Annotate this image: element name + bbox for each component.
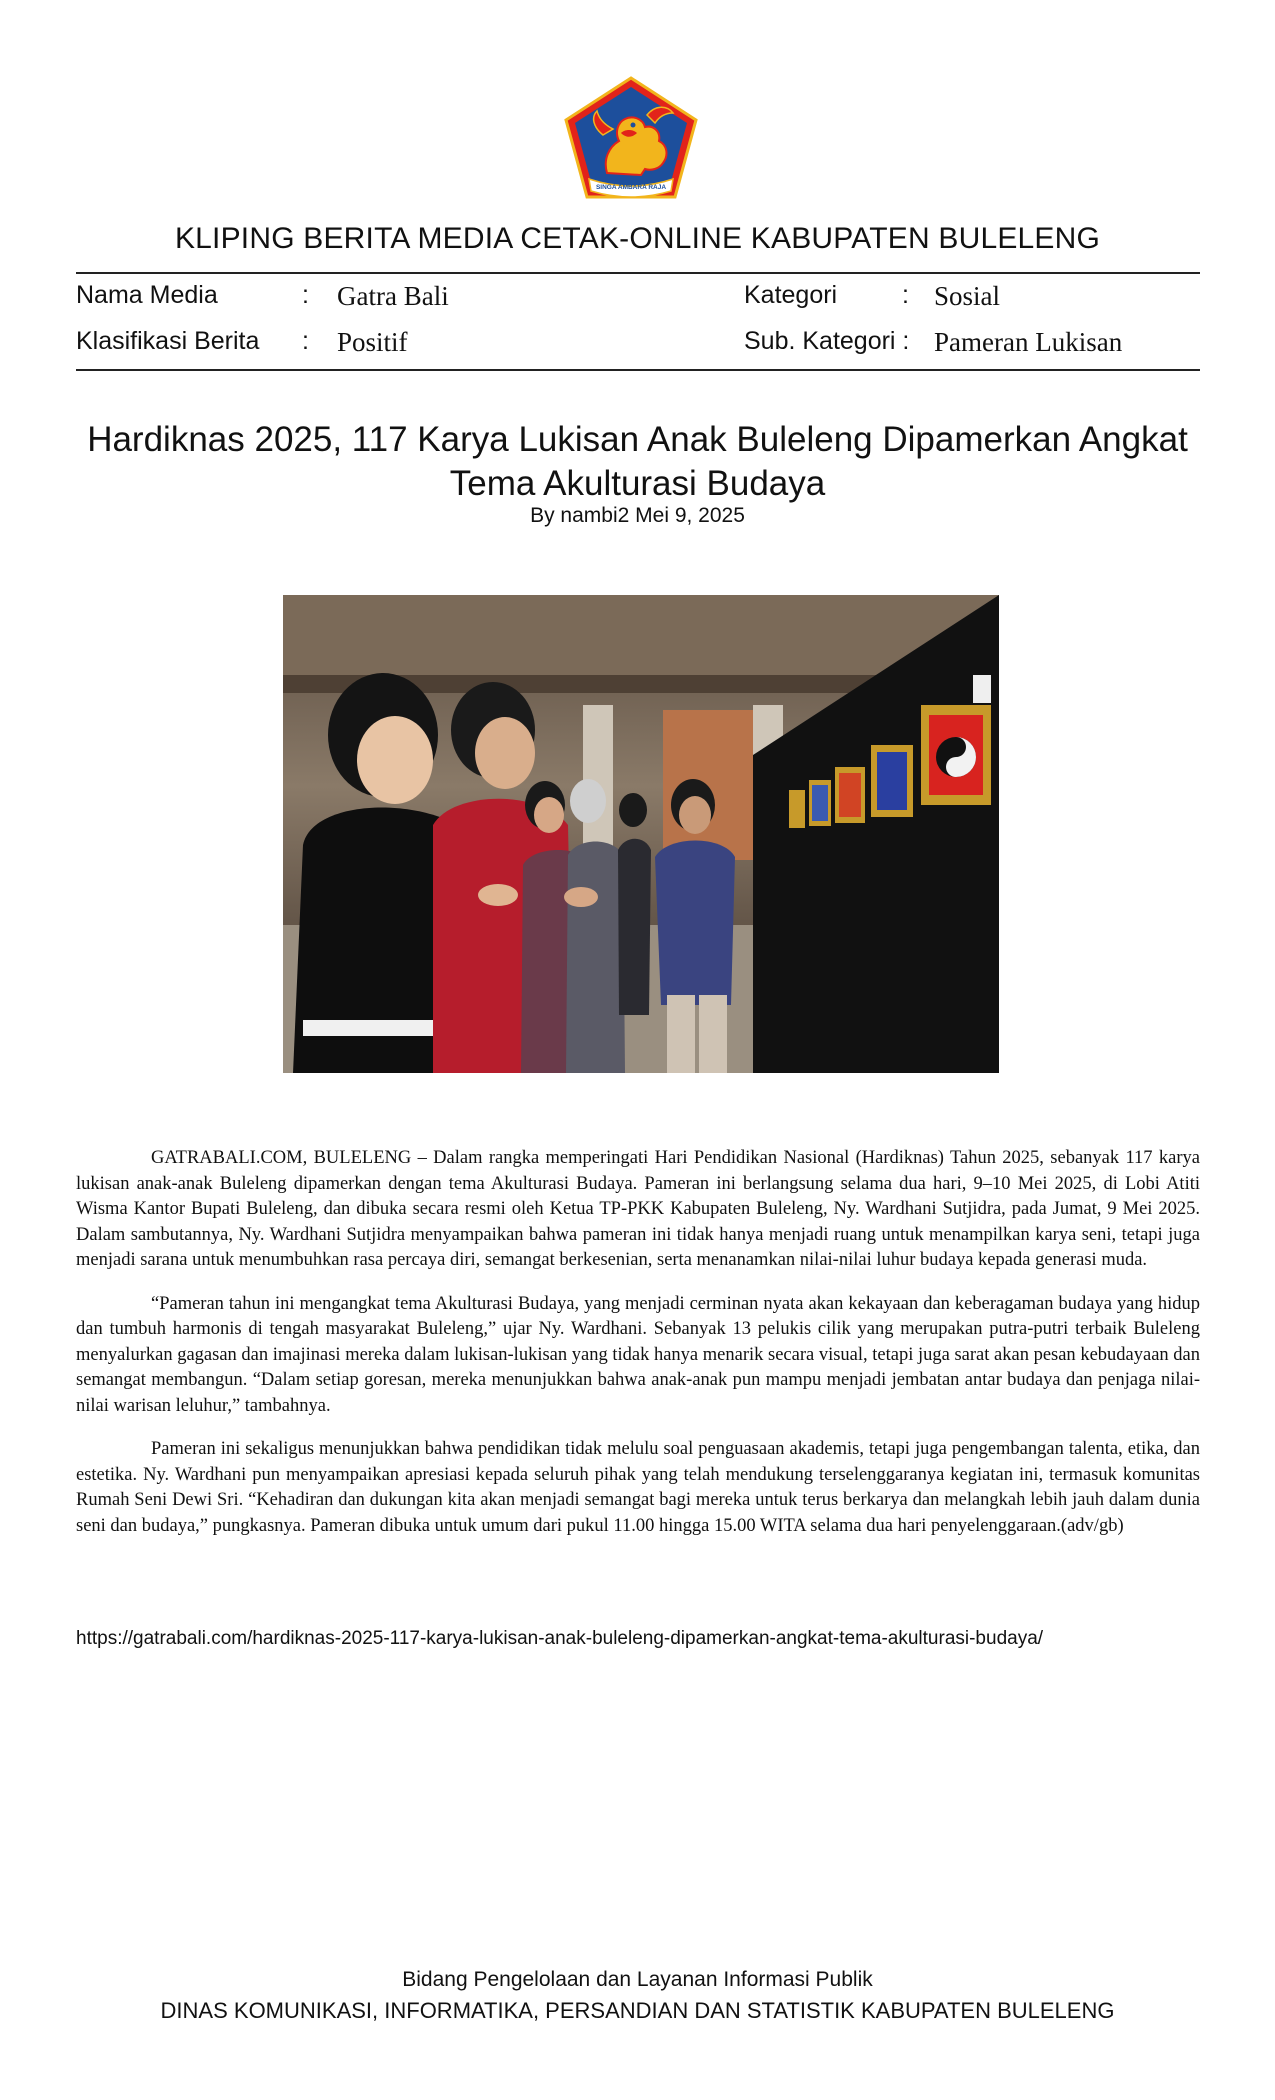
meta-row-media xyxy=(76,281,1200,321)
classification-value: Positif xyxy=(337,327,408,357)
header-divider-bottom xyxy=(76,369,1200,371)
category-colon: : xyxy=(902,281,909,309)
article-byline: By nambi2 Mei 9, 2025 xyxy=(530,504,745,527)
header-divider-top xyxy=(76,272,1200,274)
subcategory-label: Sub. Kategori : xyxy=(744,327,910,355)
classification-label: Klasifikasi Berita xyxy=(76,327,260,355)
article-paragraph: “Pameran tahun ini mengangkat tema Akulturasi Budaya, yang menjadi cerminan nyata akan kekayaan dan keberagaman budaya yang hidup dan tumbuh harmonis di tengah masyarakat Buleleng,” ujar Ny. Wardhani. Sebanyak 13 pelukis cilik yang merupakan putra-putri terbaik Buleleng menyalurkan gagasan dan imajinasi mereka dalam lukisan-lukisan yang tidak hanya menarik secara visual, tetapi juga sarat akan pesan kebudayaan dan semangat membangun. “Dalam setiap goresan, mereka menunjukkan bahwa anak-anak pun mampu menjadi jembatan antar budaya dan penjaga nilai-nilai warisan leluhur,” tambahnya. xyxy=(76,1293,1200,1416)
footer-agency: DINAS KOMUNIKASI, INFORMATIKA, PERSANDIAN DAN STATISTIK KABUPATEN BULELENG xyxy=(160,1998,1115,2023)
category-label: Kategori xyxy=(744,281,838,309)
media-value: Gatra Bali xyxy=(337,281,449,311)
crest-motto: SINGA AMBARA RAJA xyxy=(595,184,667,191)
footer-department: Bidang Pengelolaan dan Layanan Informasi Publik xyxy=(402,1968,873,1991)
classification-colon: : xyxy=(302,327,309,355)
exhibition-photo xyxy=(283,595,999,1073)
article-body xyxy=(76,1146,1200,1557)
document-title: KLIPING BERITA MEDIA CETAK-ONLINE KABUPATEN BULELENG xyxy=(174,222,1101,255)
source-url-link[interactable]: https://gatrabali.com/hardiknas-2025-117-karya-lukisan-anak-buleleng-dipamerkan-angkat-tema-akulturasi-budaya/ xyxy=(76,1628,1044,1649)
category-value: Sosial xyxy=(934,281,1001,311)
media-label: Nama Media xyxy=(76,281,218,309)
article-paragraph: GATRABALI.COM, BULELENG – Dalam rangka memperingati Hari Pendidikan Nasional (Hardiknas) Tahun 2025, sebanyak 117 karya lukisan anak-anak Buleleng dipamerkan dengan tema Akulturasi Budaya. Pameran ini berlangsung selama dua hari, 9–10 Mei 2025, di Lobi Atiti Wisma Kantor Bupati Buleleng, dan dibuka secara resmi oleh Ketua TP-PKK Kabupaten Buleleng, Ny. Wardhani Sutjidra, pada Jumat, 9 Mei 2025. Dalam sambutannya, Ny. Wardhani Sutjidra menyampaikan bahwa pameran ini tidak hanya menjadi ruang untuk menampilkan karya seni, tetapi juga menjadi sarana untuk menumbuhkan rasa percaya diri, semangat berkesenian, serta menanamkan nilai-nilai luhur budaya kepada generasi muda. xyxy=(76,1148,1200,1270)
subcategory-value: Pameran Lukisan xyxy=(934,327,1123,357)
media-colon: : xyxy=(302,281,309,309)
meta-row-classification xyxy=(76,327,1200,367)
article-headline: Hardiknas 2025, 117 Karya Lukisan Anak Buleleng Dipamerkan Angkat Tema Akulturasi Budaya xyxy=(87,420,1188,503)
buleleng-crest-logo xyxy=(563,75,699,200)
article-paragraph: Pameran ini sekaligus menunjukkan bahwa pendidikan tidak melulu soal penguasaan akademis, tetapi juga pengembangan talenta, etika, dan estetika. Ny. Wardhani pun menyampaikan apresiasi kepada seluruh pihak yang telah mendukung terselenggaranya kegiatan ini, termasuk komunitas Rumah Seni Dewi Sri. “Kehadiran dan dukungan kita akan menjadi semangat bagi mereka untuk terus berkarya dan melangkah lebih jauh dalam dunia seni dan budaya,” pungkasnya. Pameran dibuka untuk umum dari pukul 11.00 hingga 15.00 WITA selama dua hari penyelenggaraan.(adv/gb) xyxy=(76,1439,1200,1536)
